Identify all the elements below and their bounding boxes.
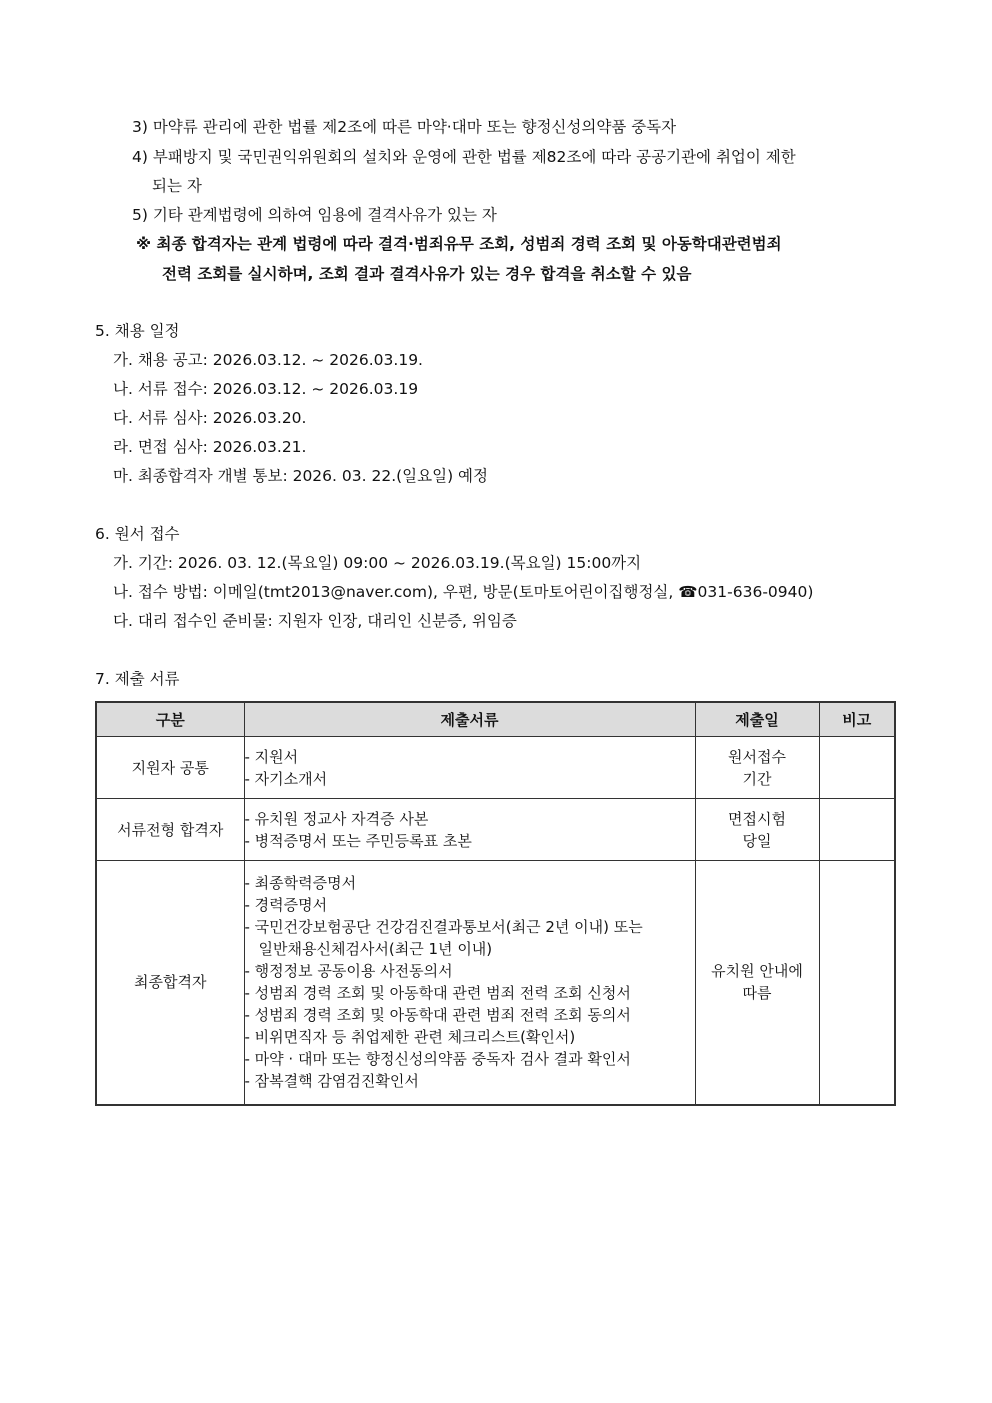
schedule-item: 마. 최종합격자 개별 통보: 2026. 03. 22.(일요일) 예정 <box>113 467 489 485</box>
document-item: - 성범죄 경력 조회 및 아동학대 관련 범죄 전력 조회 신청서 <box>244 984 631 1003</box>
disqualification-item-3: 3) 마약류 관리에 관한 법률 제2조에 따른 마약·대마 또는 향정신성의약품 중독자 <box>132 118 677 136</box>
date-line: 유치원 안내에 <box>711 962 803 981</box>
document-item: - 비위면직자 등 취업제한 관련 체크리스트(확인서) <box>244 1028 576 1047</box>
section-documents-title: 7. 제출 서류 <box>95 670 180 688</box>
document-item: - 지원서 <box>244 747 299 766</box>
row-submission-date <box>695 799 819 861</box>
section-schedule-title: 5. 채용 일정 <box>95 322 180 340</box>
row-remarks <box>819 799 895 861</box>
date-line: 기간 <box>742 769 772 788</box>
row-remarks <box>819 737 895 799</box>
document-item-continued: 일반채용신체검사서(최근 1년 이내) <box>258 940 493 959</box>
header-documents: 제출서류 <box>244 702 695 737</box>
row-category: 최종합격자 <box>96 861 244 1105</box>
schedule-item: 나. 서류 접수: 2026.03.12. ~ 2026.03.19 <box>113 380 419 398</box>
date-line: 당일 <box>742 831 772 850</box>
table-row <box>96 861 895 1105</box>
documents-table <box>95 701 896 1106</box>
schedule-item: 가. 채용 공고: 2026.03.12. ~ 2026.03.19. <box>113 351 423 369</box>
row-documents <box>244 799 695 861</box>
disqualification-item-5: 5) 기타 관계법령에 의하여 임용에 결격사유가 있는 자 <box>132 206 497 224</box>
section-application-title: 6. 원서 접수 <box>95 525 180 543</box>
disqualification-item-4: 4) 부패방지 및 국민권익위원회의 설치와 운영에 관한 법률 제82조에 따라 공공기관에 취업이 제한 <box>132 148 796 166</box>
document-item: - 경력증명서 <box>244 896 328 915</box>
date-line: 원서접수 <box>728 747 786 766</box>
document-item: - 자기소개서 <box>244 769 328 788</box>
application-item: 가. 기간: 2026. 03. 12.(목요일) 09:00 ~ 2026.03.19.(목요일) 15:00까지 <box>113 554 642 572</box>
schedule-item: 다. 서류 심사: 2026.03.20. <box>113 409 307 427</box>
table-row <box>96 737 895 799</box>
disqualification-item-4-continued: 되는 자 <box>152 177 202 195</box>
document-item: - 최종학력증명서 <box>244 874 357 893</box>
document-item: - 행정정보 공동이용 사전동의서 <box>244 962 453 981</box>
row-category: 서류전형 합격자 <box>96 799 244 861</box>
document-item: - 잠복결핵 감염검진확인서 <box>244 1072 419 1091</box>
notice-line-2: 전력 조회를 실시하며, 조회 결과 결격사유가 있는 경우 합격을 취소할 수 있음 <box>162 265 692 283</box>
date-line: 면접시험 <box>728 809 786 828</box>
table-row <box>96 799 895 861</box>
document-item: - 병적증명서 또는 주민등록표 초본 <box>244 831 472 850</box>
notice-line-1: ※ 최종 합격자는 관계 법령에 따라 결격·범죄유무 조회, 성범죄 경력 조회 및 아동학대관련범죄 <box>136 235 782 253</box>
application-item: 다. 대리 접수인 준비물: 지원자 인장, 대리인 신분증, 위임증 <box>113 612 517 630</box>
date-line: 따름 <box>742 984 772 1003</box>
row-category: 지원자 공통 <box>96 737 244 799</box>
row-submission-date <box>695 861 819 1105</box>
row-documents <box>244 861 695 1105</box>
row-submission-date <box>695 737 819 799</box>
row-remarks <box>819 861 895 1105</box>
header-remarks: 비고 <box>819 702 895 737</box>
document-item: - 성범죄 경력 조회 및 아동학대 관련 범죄 전력 조회 동의서 <box>244 1006 631 1025</box>
table-header-row <box>96 702 895 737</box>
header-category: 구분 <box>96 702 244 737</box>
document-item: - 국민건강보험공단 건강검진결과통보서(최근 2년 이내) 또는 <box>244 918 643 937</box>
row-documents <box>244 737 695 799</box>
document-item: - 마약 · 대마 또는 향정신성의약품 중독자 검사 결과 확인서 <box>244 1050 631 1069</box>
document-item: - 유치원 정교사 자격증 사본 <box>244 809 429 828</box>
application-item: 나. 접수 방법: 이메일(tmt2013@naver.com), 우편, 방문(토마토어린이집행정실, ☎031-636-0940) <box>113 583 814 601</box>
header-submission-date: 제출일 <box>695 702 819 737</box>
schedule-item: 라. 면접 심사: 2026.03.21. <box>113 438 307 456</box>
